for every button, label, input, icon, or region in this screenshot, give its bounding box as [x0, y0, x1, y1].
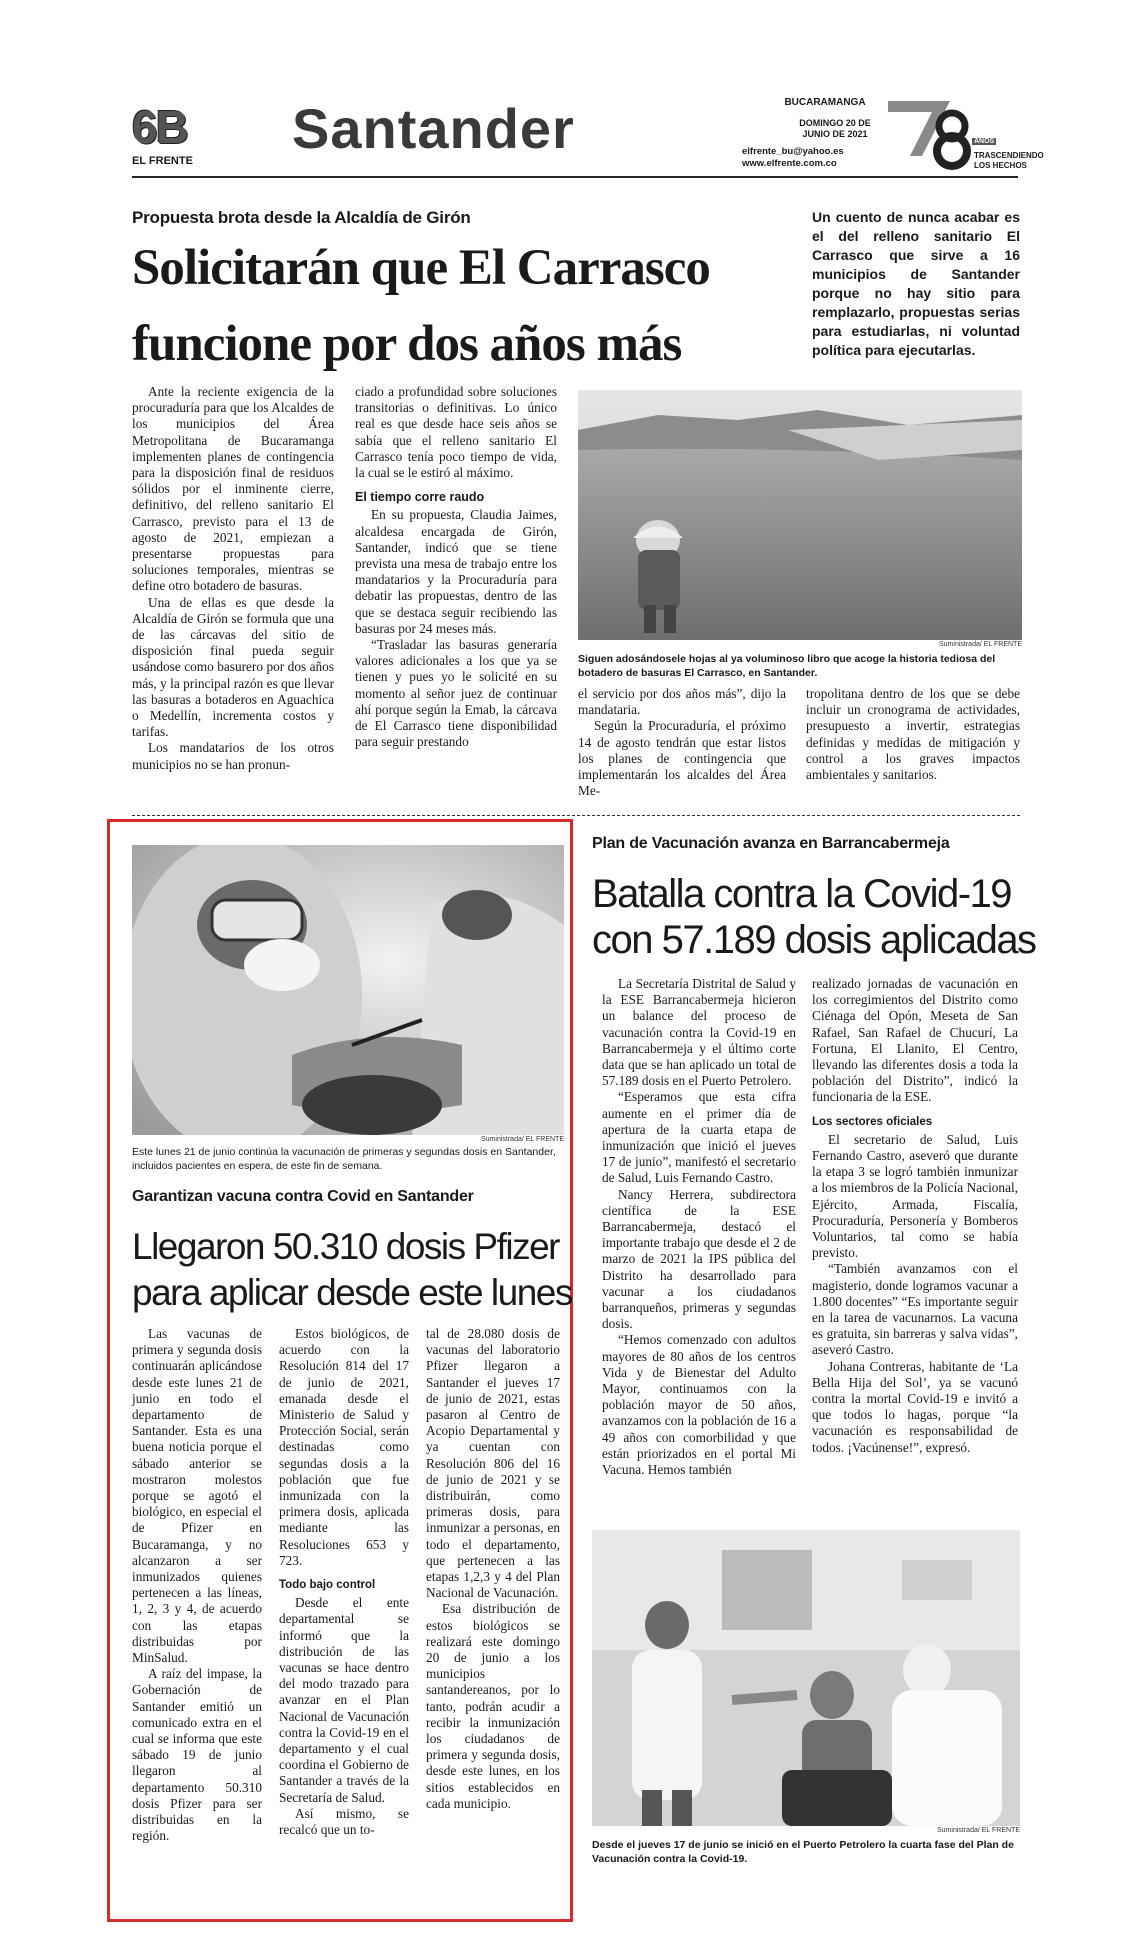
story1-col4-p1: tropolitana dentro de los que se debe incluir un cronograma de actividades, presupuesto a invertir, estrategias definidas y medidas de mitigación y control a los graves impactos ambientales y sanitarios. [806, 686, 1020, 783]
story3-col2-p3: “También avanzamos con el magisterio, donde logramos vacunar a 1.800 docentes” “Es importante seguir en la tarea de vacunarnos. La vacuna es gratuita, sin barreras y salva vidas”, aseveró Castro. [812, 1261, 1018, 1358]
story3-col2-p4: Johana Contreras, habitante de ‘La Bella Hija del Sol’, ya se vacunó contra la mortal Covid-19 e invitó a que todos lo hagas, porque “la vacunación es responsabilidad de todos. ¡Vacúnense!”, expresó. [812, 1358, 1018, 1455]
anniversary-logo [888, 96, 1044, 174]
story3-headline-line2: con 57.189 dosis aplicadas [592, 918, 1036, 962]
story2-subhead: Todo bajo control [279, 1579, 376, 1592]
story2-headline-line2: para aplicar desde este lunes [132, 1272, 572, 1313]
story3-headline-line1: Batalla contra la Covid-19 [592, 872, 1012, 916]
landfill-photo-image [578, 390, 1022, 640]
vaccination-photo-image [132, 845, 564, 1135]
story1-col3-p2: Según la Procuraduría, el próximo 14 de agosto tendrán que estar listos los planes de contingencia que implementarán los alcaldes del Área Me- [578, 718, 786, 799]
story1-subhead: El tiempo corre raudo [355, 490, 485, 505]
contact-email: elfrente_bu@yahoo.es [742, 146, 844, 157]
vaccination-photo [132, 845, 564, 1135]
story1-kicker: Propuesta brota desde la Alcaldía de Girón [132, 208, 471, 227]
story2-col1-p1: Las vacunas de primera y segunda dosis continuarán aplicándose desde este lunes 21 de junio en todo el departamento de Santander. Esta es una buena noticia porque el sábado anterior se mostraron molestos porque se agotó el biológico, en especial el de Pfizer en Bucaramanga, y no alcanzaron a ser inmunizados quienes pertenecen a las líneas, 1, 2, 3 y 4, de acuerdo con las etapas distribuidas por MinSalud. [132, 1326, 262, 1666]
barrancabermeja-photo [592, 1530, 1020, 1826]
header-rule [132, 176, 1018, 178]
story1-photo-credit: Suministrada/ EL FRENTE [939, 641, 1022, 648]
story3-col1 [602, 976, 796, 1478]
story3-col2-p1: realizado jornadas de vacunación en los corregimientos del Distrito como Ciénaga del Opón, Meseta de San Rafael, San Rafael de Chucurí, La Fortuna, El Llanito, El Centro, llevando las diferentes dosis a toda la población del Distrito”, indicó la funcionaria de la ESE. [812, 976, 1018, 1105]
section-divider [132, 815, 1020, 816]
story1-headline-line2: funcione por dos años más [132, 316, 682, 372]
masthead [0, 0, 1137, 200]
barrancabermeja-photo-image [592, 1530, 1020, 1826]
story1-col1-p3: Los mandatarios de los otros municipios no se han pronun- [132, 740, 334, 772]
landfill-photo [578, 390, 1022, 640]
story1-col1 [132, 384, 334, 773]
story2-col3-p1: tal de 28.080 dosis de vacunas del laboratorio Pfizer llegaron a Santander el jueves 17 de junio de 2021, estas pasaron al Centro de Acopio Departamental y ya cuentan con Resolución 806 del 16 de junio de 2021 y se distribuirán, como primeras dosis, para inmunizar a personas, en todo el departamento, que pertenecen a las etapas 1,2,3 y 4 del Plan Nacional de Vacunación. [426, 1326, 560, 1601]
anniversary-word: AÑOS [974, 138, 995, 145]
story1-headline-line1: Solicitarán que El Carrasco [132, 240, 710, 296]
story2-col2 [279, 1326, 409, 1838]
page-number: 6B [132, 101, 187, 153]
story2-photo-credit: Suministrada/ EL FRENTE [481, 1136, 564, 1143]
story3-col1-p2: “Esperamos que esta cifra aumente en el primer día de apertura de la cuarta etapa de inmunización que inició el jueves 17 de junio”, manifestó el secretario de Salud, Luis Fernando Castro. [602, 1089, 796, 1186]
story3-col1-p1: La Secretaría Distrital de Salud y la ESE Barrancabermeja hicieron un balance del proceso de vacunación contra la Covid-19 en Barrancabermeja y el último corte data que se han aplicado un total de 57.189 dosis en el Puerto Petrolero. [602, 976, 796, 1089]
story2-headline-line1: Llegaron 50.310 dosis Pfizer [132, 1226, 559, 1267]
story2-col2-p3: Así mismo, se recalcó que un to- [279, 1805, 409, 1838]
story3-col1-p4: “Hemos comenzado con adultos mayores de 80 años de los centros Vida y de Bienestar del Adulto Mayor, continuamos con la población mayor de 50 años, avanzamos con la población de 16 a 49 años con comorbilidad y que están priorizados en el portal Mi Vacuna. Hemos también [602, 1332, 796, 1478]
edition-city: BUCARAMANGA [784, 97, 866, 108]
story3-caption: Desde el jueves 17 de junio se inició en el Puerto Petrolero la cuarta fase del Plan de Vacunación contra la Covid-19. [592, 1839, 1014, 1865]
contact-website: www.elfrente.com.co [742, 158, 837, 169]
paper-name: EL FRENTE [132, 155, 193, 167]
story3-col2 [812, 976, 1018, 1456]
edition-date: DOMINGO 20 DE JUNIO DE 2021 [799, 118, 871, 139]
story1-col2-p2: En su propuesta, Claudia Jaimes, alcaldesa encargada de Girón, Santander, indicó que se tiene prevista una mesa de trabajo entre los mandatarios y la Procuraduría para debatir las propuestas, dentro de las que se destaca seguir recibiendo las basuras por 24 meses más. [355, 507, 557, 636]
story2-caption: Este lunes 21 de junio continúa la vacunación de primeras y segundas dosis en Santander, incluidos pacientes en espera, de este fin de semana. [132, 1146, 556, 1172]
anniversary-tagline: TRASCENDIENDO LOS HECHOS [974, 151, 1044, 170]
story1-col3 [578, 686, 786, 799]
story1-col2-p3: “Trasladar las basuras generaría valores adicionales a los que ya se tienen y pues yo le solicité en su momento al señor juez de continuar ahí porque según la Emab, la cárcava de El Carrasco tiene disponibilidad para seguir prestando [355, 637, 557, 750]
story1-col3-p1: el servicio por dos años más”, dijo la mandataria. [578, 686, 786, 718]
story2-col2-p1: Estos biológicos, de acuerdo con la Resolución 814 del 17 de junio de 2021, emanada desde el Ministerio de Salud y Protección Social, serán destinadas como segundas dosis a la población que fue inmunizada con la primera dosis, aplicada mediante las Resoluciones 653 y 723. [279, 1326, 409, 1568]
story2-col1 [132, 1326, 262, 1845]
story2-col3-p2: Esa distribución de estos biológicos se realizará este domingo 20 de junio a los municipios santandereanos, por lo tanto, podrán acudir a recibir la inmunización los ciudadanos de primera y segunda dosis, desde este lunes, en los sitios establecidos en cada municipio. [426, 1601, 560, 1811]
story3-kicker: Plan de Vacunación avanza en Barrancabermeja [592, 835, 950, 852]
story1-caption: Siguen adosándosele hojas al ya voluminoso libro que acoge la historia tediosa del botadero de basuras El Carrasco, en Santander. [578, 653, 996, 679]
story3-col1-p3: Nancy Herrera, subdirectora científica de la ESE Barrancabermeja, destacó el importante trabajo que desde el 2 de marzo de 2021 la IPS pública del Distrito ha desarrollado para vacunar a los ciudadanos barranqueños, primeras y segundas dosis. [602, 1186, 796, 1332]
story1-sidebar: Un cuento de nunca acabar es el del relleno sanitario El Carrasco que sirve a 16 municipios de Santander porque no hay sitio para remplazarlo, propuestas serias para estudiarlas, ni voluntad política para ejecutarlas. [812, 209, 1020, 358]
story3-photo-credit: Suministrada/ EL FRENTE [937, 1827, 1020, 1834]
story1-col2 [355, 384, 557, 750]
anniversary-number [888, 96, 889, 97]
story2-col1-p2: A raíz del impase, la Gobernación de Santander emitió un comunicado extra en el cual se informa que este sábado 19 de junio llegaron al departamento 50.310 dosis Pfizer para ser distribuidas en la región. [132, 1666, 262, 1844]
story2-col2-p2: Desde el ente departamental se informó que la distribución de las vacunas se hace dentro del modo trazado para avanzar en el Plan Nacional de Vacunación contra la Covid-19 en el departamento y el cual coordina el Gobierno de Santander a través de la Secretaría de Salud. [279, 1595, 409, 1805]
story1-col1-p2: Una de ellas es que desde la Alcaldía de Girón se formula que una de las cárcavas del sitio de disposición final pueda seguir usándose como basurero por dos años más, y la principal razón es que llevar las basuras a botaderos en Aguachica o Medellín, incrementa costos y tarifas. [132, 594, 334, 740]
story2-kicker: Garantizan vacuna contra Covid en Santander [132, 1188, 474, 1205]
story3-subhead: Los sectores oficiales [812, 1115, 933, 1128]
story1-col4 [806, 686, 1020, 783]
story3-col2-p2: El secretario de Salud, Luis Fernando Castro, aseveró que durante la etapa 3 se logró también inmunizar a los miembros de la Policía Nacional, Ejército, Armada, Fiscalía, Procuraduría, Personería y Bomberos Voluntarios, tal como se había previsto. [812, 1131, 1018, 1261]
story1-col2-p1: ciado a profundidad sobre soluciones transitorias o definitivas. Lo único real es que desde hace seis años se sabía que el relleno sanitario El Carrasco tenía poco tiempo de vida, la cual se le estiró al máximo. [355, 384, 557, 481]
story1-col1-p1: Ante la reciente exigencia de la procuraduría para que los Alcaldes de los municipios del Área Metropolitana de Bucaramanga implementen planes de contingencia para la disposición final de residuos sólidos por el inminente cierre, definitivo, del relleno sanitario El Carrasco, previsto para el 13 de agosto de 2021, empiezan a presentarse propuestas para soluciones temporales, mientras se define otro botadero de basuras. [132, 384, 334, 594]
story2-col3 [426, 1326, 560, 1812]
section-title: Santander [292, 97, 575, 160]
